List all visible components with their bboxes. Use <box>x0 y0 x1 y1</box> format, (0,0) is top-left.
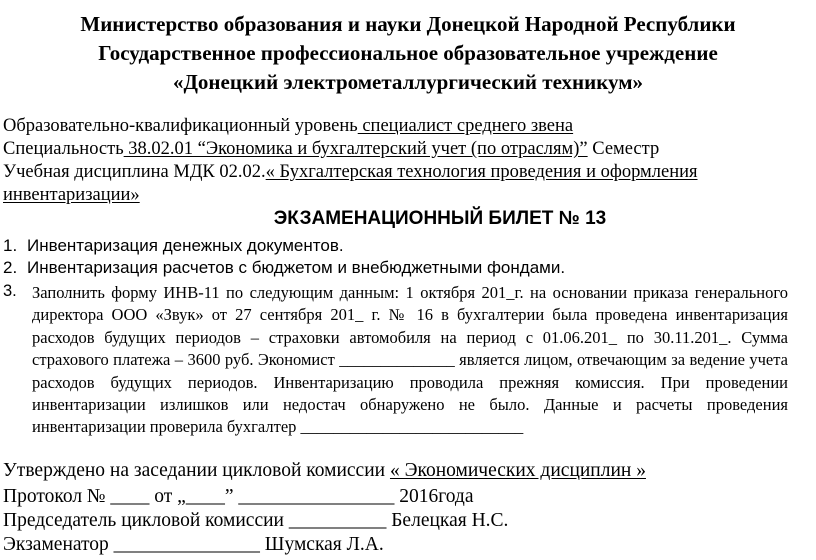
question-1-number: 1. <box>3 236 18 255</box>
commission-chair-signature-blank: __________ <box>288 510 387 531</box>
question-1-text: Инвентаризация денежных документов. <box>27 236 344 255</box>
qualification-level-label: Образовательно-квалификационный уровень <box>3 116 358 136</box>
specialty-label: Специальность <box>3 139 124 159</box>
discipline-value-continued: инвентаризации» <box>3 185 140 205</box>
question-2 <box>3 258 565 278</box>
examiner-label: Экзаменатор <box>3 534 114 555</box>
commission-chair-line <box>3 510 508 532</box>
discipline-label: Учебная дисциплина МДК 02.02. <box>3 162 266 182</box>
discipline-value: « Бухгалтерская технология проведения и оформления <box>265 162 698 182</box>
question-2-text: Инвентаризация расчетов с бюджетом и внебюджетными фондами. <box>27 258 566 277</box>
discipline-line-continued <box>3 183 140 207</box>
commission-approval-line <box>3 460 646 482</box>
specialty-value: 38.02.01 “Экономика и бухгалтерский учет (по отраслям)” <box>123 139 588 159</box>
question-3-number: 3. <box>3 282 17 300</box>
ticket-title: ЭКЗАМЕНАЦИОННЫЙ БИЛЕТ № 13 <box>273 208 607 229</box>
examiner-signature-blank: _______________ <box>113 534 260 555</box>
qualification-level-line <box>3 114 573 138</box>
question-2-number: 2. <box>3 258 18 277</box>
commission-chair-label: Председатель цикловой комиссии <box>3 510 289 531</box>
institution-name-heading: «Донецкий электрометаллургический техникум» <box>172 70 644 94</box>
question-1 <box>3 236 344 256</box>
specialty-line <box>3 137 659 161</box>
examiner-name: Шумская Л.А. <box>259 534 384 555</box>
semester-label: Семестр <box>587 139 660 159</box>
qualification-level-value: специалист среднего звена <box>357 116 574 136</box>
protocol-line: Протокол № ____ от „____” ________________ 2016года <box>3 486 474 507</box>
commission-chair-name: Белецкая Н.С. <box>386 510 509 531</box>
institution-type-heading: Государственное профессиональное образовательное учреждение <box>98 41 718 65</box>
examiner-line <box>3 534 384 556</box>
discipline-line <box>3 160 698 184</box>
question-3-text: Заполнить форму ИНВ-11 по следующим данным: 1 октября 201_г. на основании приказа генерального директора ООО «Звук» от 27 сентября 201_ г. № 16 в бухгалтерии была проведена инвентаризация расходов будущих периодов – страховки автомобиля на период с 01.06.201_ по 30.11.201_. Сумма страхового платежа – 3600 руб. Экономист ______________ является лицом, отвечающим за ведение учета расходов будущих периодов. Инвентаризацию проводила прежняя комиссия. При проведении инвентаризации излишков или недостач обнаружено не было. Данные и расчеты проведения инвентаризации проверила бухгалтер ___________________________ <box>32 283 788 437</box>
ministry-heading: Министерство образования и науки Донецкой Народной Республики <box>80 12 736 36</box>
commission-approval-label: Утверждено на заседании цикловой комиссии <box>3 460 386 481</box>
commission-name: « Экономических дисциплин » <box>389 460 646 481</box>
